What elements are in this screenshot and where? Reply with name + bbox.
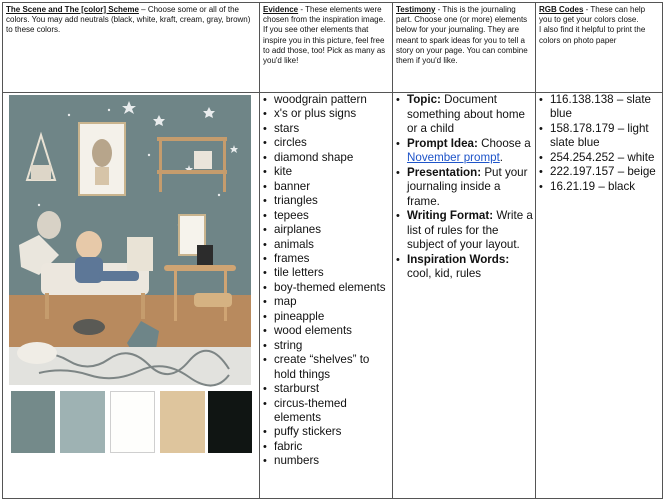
header-rgb-title: RGB Codes (539, 5, 584, 14)
swatch-white (110, 391, 155, 453)
testimony-format (393, 209, 535, 253)
inspiration-label: Inspiration Words: (407, 252, 510, 266)
evidence-item: • fabric (260, 440, 392, 454)
evidence-item: • starburst (260, 382, 392, 396)
header-testimony (393, 3, 536, 93)
prompt-label: Prompt Idea: (407, 136, 478, 150)
evidence-item: • woodgrain pattern (260, 93, 392, 107)
evidence-item: • triangles (260, 194, 392, 208)
evidence-item: • puffy stickers (260, 425, 392, 439)
format-label: Writing Format: (407, 209, 494, 222)
evidence-item: • animals (260, 238, 392, 252)
evidence-item: • wood elements (260, 324, 392, 338)
testimony-presentation (393, 166, 535, 210)
header-evidence (260, 3, 393, 93)
header-testimony-text: - This is the journaling part. Choose one (or more) elements below for your journaling. They are meant to spark ideas for you to tell a story on your page. You can combine them if you'd like. (396, 5, 528, 66)
presentation-text: Put your journaling inside a frame. (407, 165, 528, 208)
swatch-light-slate-blue (60, 391, 105, 453)
swatch-beige (160, 391, 205, 453)
evidence-cell (260, 93, 393, 499)
evidence-item: • create “shelves” to hold things (260, 353, 392, 382)
rgb-code-item: • 222.197.157 – beige (536, 165, 662, 179)
header-scene-title: The Scene and The [color] Scheme (6, 5, 139, 14)
prompt-end: . (499, 151, 504, 164)
evidence-item: • map (260, 295, 392, 309)
header-evidence-text: - These elements were chosen from the inspiration image. If you see other elements that inspire you in this picture, feel free to add those, too! Pick as many as you'd like! (263, 5, 386, 66)
evidence-item: • airplanes (260, 223, 392, 237)
evidence-item: • boy-themed elements (260, 281, 392, 295)
header-rgb-text: - These can help you to get your colors close. (539, 5, 646, 25)
evidence-list (260, 93, 392, 469)
evidence-item: • banner (260, 180, 392, 194)
header-rgb-text2: I also find it helpful to print the colors on photo paper (539, 25, 646, 45)
header-testimony-title: Testimony (396, 5, 436, 14)
layout-table (2, 2, 663, 499)
evidence-item: • diamond shape (260, 151, 392, 165)
testimony-topic (393, 93, 535, 137)
rgb-code-item: • 16.21.19 – black (536, 180, 662, 194)
november-prompt-link[interactable]: November prompt (407, 151, 500, 164)
evidence-item: • kite (260, 165, 392, 179)
format-text: Write a list of rules for the subject of your layout. (407, 209, 533, 251)
topic-text: Document something about home or a child (407, 93, 525, 135)
rgb-code-item: • 254.254.252 – white (536, 151, 662, 165)
evidence-item: • tile letters (260, 266, 392, 280)
scene-cell (3, 93, 260, 499)
testimony-inspiration (393, 253, 535, 282)
header-scene-scheme (3, 3, 260, 93)
evidence-item: • frames (260, 252, 392, 266)
evidence-item: • pineapple (260, 310, 392, 324)
evidence-item: • circus-themed elements (260, 397, 392, 426)
rgb-code-item: • 158.178.179 – light slate blue (536, 122, 662, 151)
rgb-code-item: • 116.138.138 – slate blue (536, 93, 662, 122)
evidence-item: • stars (260, 122, 392, 136)
presentation-label: Presentation: (407, 165, 482, 179)
prompt-text: Choose a (477, 136, 531, 150)
evidence-item: • numbers (260, 454, 392, 468)
header-rgb (536, 3, 663, 93)
header-evidence-title: Evidence (263, 5, 299, 14)
evidence-item: • circles (260, 136, 392, 150)
inspiration-text: cool, kid, rules (407, 267, 482, 280)
topic-label: Topic: (407, 93, 441, 106)
rgb-cell (536, 93, 663, 499)
swatch-slate-blue (11, 391, 55, 453)
rgb-list (536, 93, 662, 194)
swatch-black (208, 391, 252, 453)
testimony-prompt (393, 137, 535, 166)
testimony-list (393, 93, 535, 282)
evidence-item: • tepees (260, 209, 392, 223)
evidence-item: • x's or plus signs (260, 107, 392, 121)
header-scene-text: – Choose some or all of the colors. You may add neutrals (black, white, kraft, cream, gray, brown) to these colors. (6, 5, 251, 35)
testimony-cell (393, 93, 536, 499)
evidence-item: • string (260, 339, 392, 353)
inspiration-photo (9, 95, 251, 385)
